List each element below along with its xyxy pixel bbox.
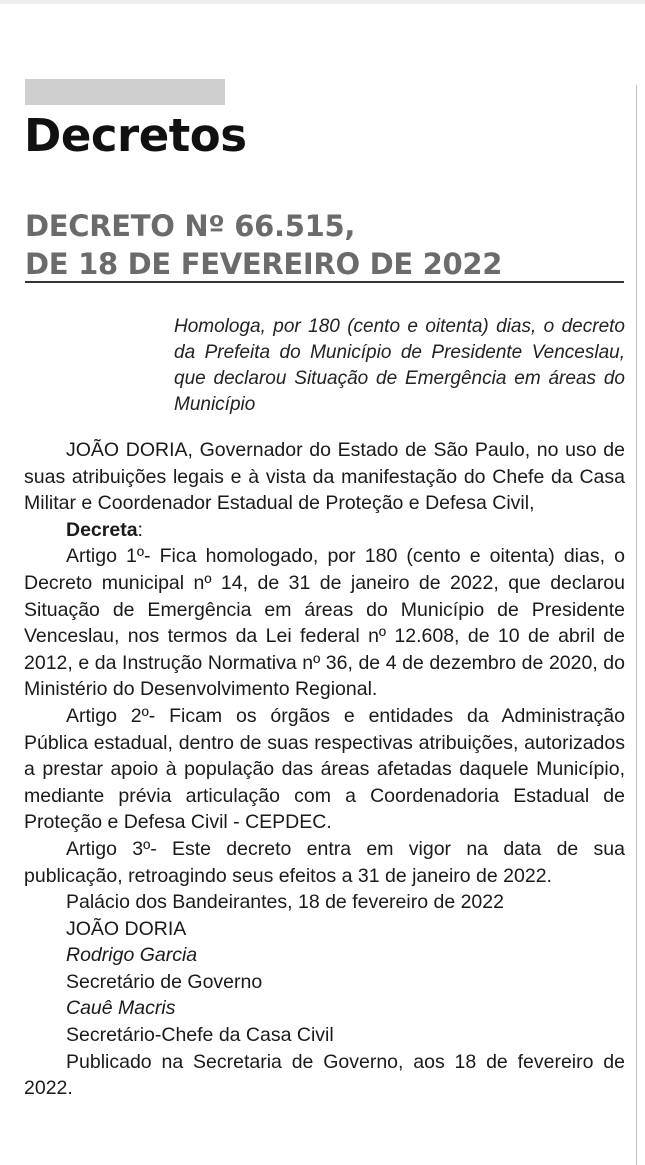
decree-body (24, 437, 625, 1102)
signature-role: Secretário-Chefe da Casa Civil (66, 1024, 334, 1047)
decree-date: DE 18 DE FEVEREIRO DE 2022 (25, 247, 503, 281)
decree-summary: Homologa, por 180 (cento e oitenta) dias, o decreto da Prefeita do Município de Presidente Venceslau, que declarou Situação de Emergência em áreas do Município (174, 316, 625, 415)
column-divider (636, 85, 637, 1165)
decree-number: DECRETO Nº 66.515, (25, 209, 356, 243)
publication-note: Publicado na Secretaria de Governo, aos 18 de fevereiro de 2022. (24, 1050, 625, 1100)
top-band (0, 0, 645, 4)
decreta-label: Decreta (66, 518, 138, 541)
decreta-colon: : (137, 518, 143, 541)
page-title: Decretos (24, 109, 247, 162)
signature-governor: JOÃO DORIA (66, 917, 187, 940)
signature-role: Secretário de Governo (66, 970, 263, 993)
article-1: Artigo 1º- Fica homologado, por 180 (cento e oitenta) dias, o Decreto municipal nº 14, de 31 de janeiro de 2022, que declarou Situação de Emergência em áreas do Município de Presidente Venceslau, nos termos da Lei federal nº 12.608, de 10 de abril de 2012, e da Instrução Normativa nº 36, de 4 de dezembro de 2020, do Ministério do Desenvolvimento Regional. (24, 545, 625, 701)
signature-name: Cauê Macris (66, 997, 176, 1020)
place-date: Palácio dos Bandeirantes, 18 de fevereiro de 2022 (66, 891, 504, 914)
decree-heading (25, 207, 502, 283)
section-header-bar (25, 79, 225, 105)
heading-divider (25, 281, 624, 283)
signature-name: Rodrigo Garcia (66, 944, 198, 967)
article-2: Artigo 2º- Ficam os órgãos e entidades da Administração Pública estadual, dentro de suas respectivas atribuições, autorizados a prestar apoio à população das áreas afetadas daquele Município, mediante prévia articulação com a Coordenadoria Estadual de Proteção e Defesa Civil - CEPDEC. (24, 704, 625, 834)
article-3: Artigo 3º- Este decreto entra em vigor na data de sua publicação, retroagindo seus efeitos a 31 de janeiro de 2022. (24, 837, 625, 887)
decreta-line (24, 517, 625, 544)
preamble: JOÃO DORIA, Governador do Estado de São Paulo, no uso de suas atribuições legais e à vista da manifestação do Chefe da Casa Militar e Coordenador Estadual de Proteção e Defesa Civil, (24, 439, 625, 515)
